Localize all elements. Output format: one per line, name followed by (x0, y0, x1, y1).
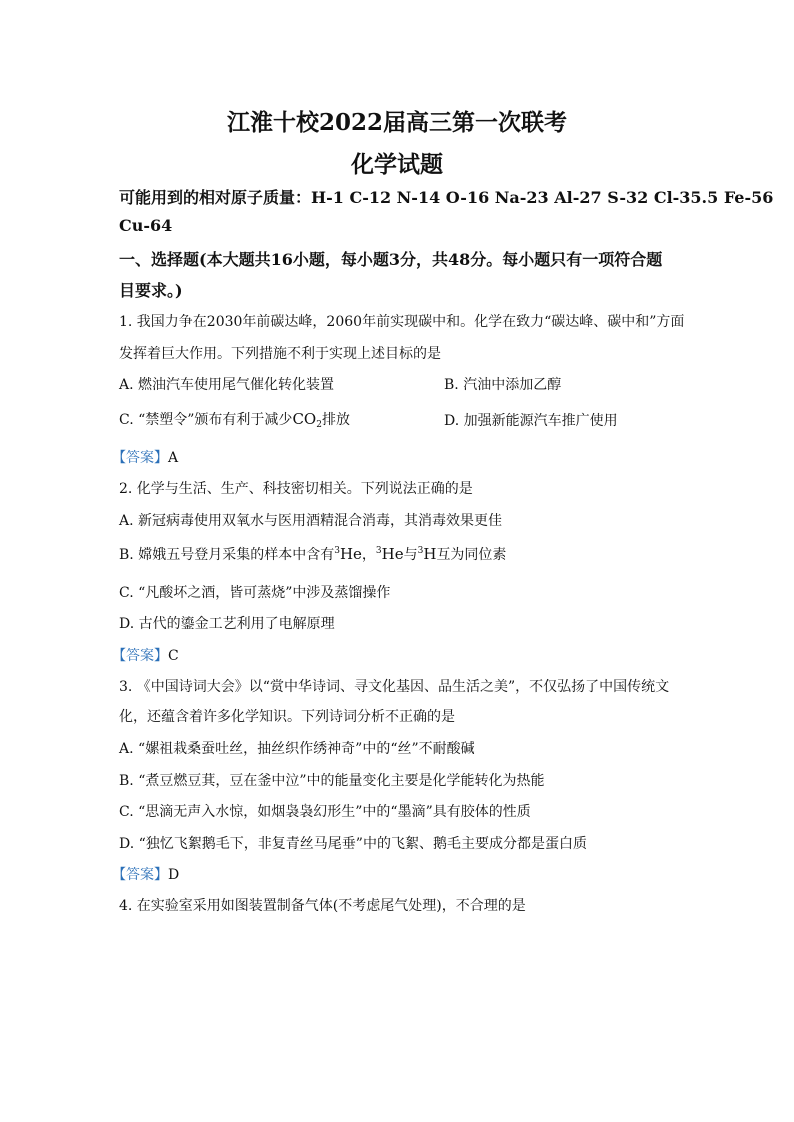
q2-answer (112, 645, 179, 665)
atomic-mass-line2: Cu-64 (119, 216, 173, 235)
q1-stem-line1: 1. 我国力争在2030年前碳达峰，2060年前实现碳中和。化学在致力“碳达峰、碳中和”方面 (119, 314, 685, 330)
q1-option-b: B. 汽油中添加乙醇 (444, 377, 562, 393)
q1-option-c (119, 409, 350, 429)
q2-option-c: C. “凡酸坏之酒，皆可蒸烧”中涉及蒸馏操作 (119, 585, 391, 601)
q3-answer (112, 864, 179, 884)
q2-option-a: A. 新冠病毒使用双氧水与医用酒精混合消毒，其消毒效果更佳 (119, 513, 503, 529)
q3-stem-line2: 化，还蕴含着许多化学知识。下列诗词分析不正确的是 (119, 709, 455, 725)
answer-tag: 【答案】 (112, 450, 168, 466)
q3-option-d: D. “独忆飞絮鹅毛下，非复青丝马尾垂”中的飞絮、鹅毛主要成分都是蛋白质 (119, 836, 587, 852)
he3-isotope: $^3$He (334, 545, 362, 563)
q1-option-c-end: 排放 (321, 412, 350, 428)
h3-isotope: $^3$H (417, 545, 437, 563)
q2-option-d: D. 古代的鎏金工艺利用了电解原理 (119, 616, 335, 632)
q1-stem-line2: 发挥着巨大作用。下列措施不利于实现上述目标的是 (119, 346, 441, 362)
he3-isotope: $^3$He (375, 545, 404, 563)
q3-stem-line1: 3. 《中国诗词大会》以“赏中华诗词、寻文化基因、品生活之美”，不仅弘扬了中国传统文 (119, 679, 670, 695)
page-title: 江淮十校2022届高三第一次联考 (226, 109, 567, 136)
atomic-mass-line1: 可能用到的相对原子质量：H-1 C-12 N-14 O-16 Na-23 Al-27 S-32 Cl-35.5 Fe-56 (119, 188, 774, 207)
q2-stem: 2. 化学与生活、生产、科技密切相关。下列说法正确的是 (119, 481, 473, 497)
answer-tag: 【答案】 (112, 648, 168, 664)
q1-option-d: D. 加强新能源汽车推广使用 (444, 413, 618, 429)
co2-formula: $CO_2$ (292, 410, 322, 430)
q1-option-a: A. 燃油汽车使用尾气催化转化装置 (119, 377, 335, 393)
answer-value: C (168, 648, 179, 664)
answer-value: A (168, 450, 179, 466)
answer-value: D (168, 867, 180, 883)
section-heading-line1: 一、选择题(本大题共16小题，每小题3分，共48分。每小题只有一项符合题 (119, 250, 663, 269)
q3-option-a: A. “嫘祖栽桑蚕吐丝，抽丝织作绣神奇”中的“丝”不耐酸碱 (119, 741, 475, 757)
q2-option-b: B. 嫦娥五号登月采集的样本中含有$^3$He，$^3$He与$^3$H互为同位素 (119, 545, 507, 563)
answer-tag: 【答案】 (112, 867, 168, 883)
q4-stem: 4. 在实验室采用如图装置制备气体(不考虑尾气处理)，不合理的是 (119, 898, 526, 914)
q3-option-b: B. “煮豆燃豆萁，豆在釜中泣”中的能量变化主要是化学能转化为热能 (119, 773, 545, 789)
q1-answer (112, 447, 178, 467)
q3-option-c: C. “思滴无声入水惊，如烟袅袅幻形生”中的“墨滴”具有胶体的性质 (119, 804, 531, 820)
section-heading-line2: 目要求。) (119, 281, 183, 300)
q1-option-c-text: C. “禁塑令”颁布有利于减少 (119, 412, 293, 428)
page-subtitle: 化学试题 (351, 151, 443, 178)
